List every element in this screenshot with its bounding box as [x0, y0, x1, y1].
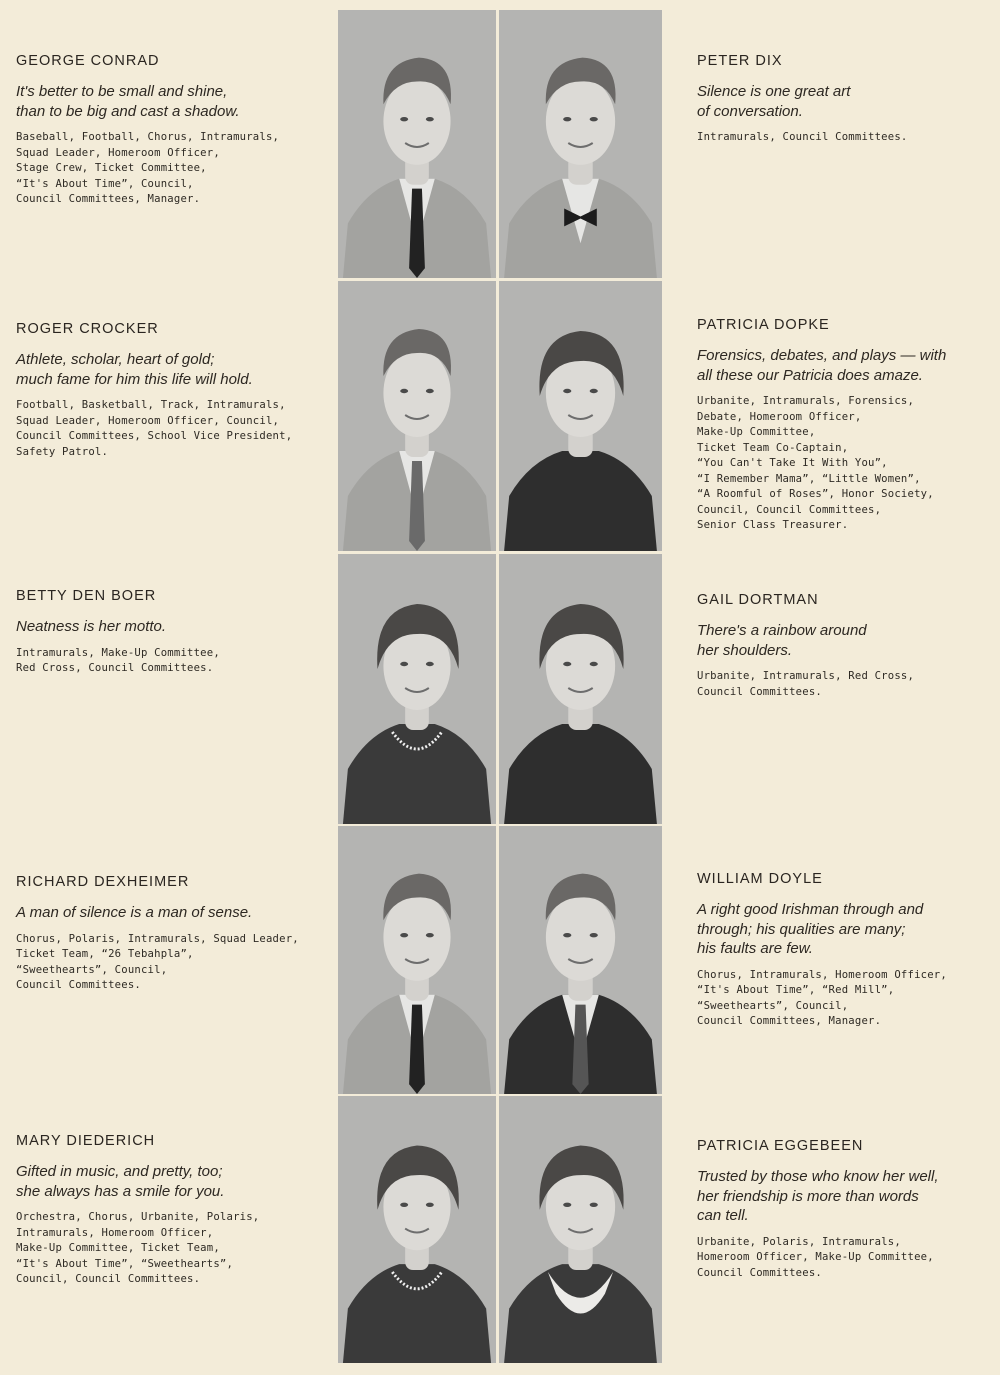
quote-line: Gifted in music, and pretty, too;: [16, 1163, 223, 1180]
activity-line: Council Committees.: [16, 979, 141, 991]
activity-line: “It's About Time”, “Red Mill”,: [697, 984, 895, 996]
activity-line: Debate, Homeroom Officer,: [697, 410, 862, 423]
senior-name: PATRICIA DOPKE: [697, 317, 830, 333]
senior-entry: [697, 592, 997, 700]
activity-line: “It's About Time”, Council,: [16, 177, 194, 190]
senior-quote: [16, 350, 331, 389]
senior-name: RICHARD DEXHEIMER: [16, 874, 190, 890]
activity-line: Council, Council Committees.: [16, 1273, 201, 1285]
senior-activities: [16, 130, 331, 208]
portrait-photo: [338, 10, 496, 278]
senior-entry: [16, 53, 331, 208]
senior-quote: [697, 346, 997, 385]
quote-line: Athlete, scholar, heart of gold;: [16, 351, 215, 368]
quote-line: her shoulders.: [697, 641, 793, 659]
activity-line: Baseball, Football, Chorus, Intramurals,: [16, 131, 280, 143]
portrait-photo: [338, 826, 496, 1094]
activity-line: Council Committees, School Vice President,: [16, 430, 293, 442]
senior-name: ROGER CROCKER: [16, 321, 159, 337]
activity-line: Football, Basketball, Track, Intramurals,: [16, 399, 286, 411]
quote-line: A right good Irishman through and: [697, 901, 924, 918]
portrait-photo: [338, 1096, 496, 1363]
senior-name: WILLIAM DOYLE: [697, 871, 823, 887]
portrait-photo: [499, 10, 662, 278]
activity-line: Ticket Team, “26 Tebahpla”,: [16, 948, 194, 960]
senior-quote: [16, 82, 331, 121]
senior-name: BETTY DEN BOER: [16, 588, 157, 604]
senior-quote: [697, 82, 997, 121]
portrait-photo: [499, 554, 662, 824]
activity-line: Urbanite, Intramurals, Forensics,: [697, 395, 915, 407]
senior-activities: [16, 932, 331, 994]
quote-line: than to be big and cast a shadow.: [16, 102, 240, 120]
activity-line: “You Can't Take It With You”,: [697, 457, 888, 469]
activity-line: Intramurals, Council Committees.: [697, 131, 908, 143]
quote-line: Trusted by those who know her well,: [697, 1168, 939, 1185]
activity-line: Safety Patrol.: [16, 445, 109, 458]
senior-name: PETER DIX: [697, 53, 783, 69]
activity-line: “Sweethearts”, Council,: [697, 999, 849, 1012]
activity-line: “It's About Time”, “Sweethearts”,: [16, 1257, 234, 1270]
senior-activities: [16, 1210, 331, 1288]
activity-line: Squad Leader, Homeroom Officer, Council,: [16, 414, 280, 427]
senior-entry: [697, 871, 997, 1030]
senior-quote: [16, 1162, 331, 1201]
senior-name: GAIL DORTMAN: [697, 592, 819, 608]
quote-line: There's a rainbow around: [697, 622, 867, 639]
senior-quote: [16, 903, 331, 923]
portrait-photo: [338, 281, 496, 551]
quote-line: her friendship is more than words: [697, 1187, 919, 1205]
portrait-photo: [499, 1096, 662, 1363]
activity-line: Chorus, Polaris, Intramurals, Squad Leader,: [16, 932, 299, 945]
activity-line: “A Roomful of Roses”, Honor Society,: [697, 488, 934, 500]
activity-line: Council Committees, Manager.: [697, 1015, 882, 1027]
senior-entry: [16, 321, 331, 460]
quote-line: Neatness is her motto.: [16, 618, 167, 635]
senior-quote: [697, 621, 997, 660]
quote-line: of conversation.: [697, 102, 803, 120]
senior-entry: [16, 874, 331, 994]
senior-entry: [697, 53, 997, 146]
activity-line: Red Cross, Council Committees.: [16, 662, 214, 674]
quote-line: through; his qualities are many;: [697, 920, 906, 938]
activity-line: Homeroom Officer, Make-Up Committee,: [697, 1251, 934, 1263]
activity-line: Council Committees, Manager.: [16, 193, 201, 205]
quote-line: his faults are few.: [697, 940, 813, 957]
activity-line: “Sweethearts”, Council,: [16, 963, 168, 976]
quote-line: can tell.: [697, 1207, 749, 1224]
activity-line: “I Remember Mama”, “Little Women”,: [697, 472, 921, 485]
senior-activities: [697, 968, 997, 1030]
activity-line: Council, Council Committees,: [697, 503, 882, 516]
quote-line: It's better to be small and shine,: [16, 83, 228, 100]
activity-line: Urbanite, Polaris, Intramurals,: [697, 1235, 901, 1248]
activity-line: Chorus, Intramurals, Homeroom Officer,: [697, 968, 947, 981]
senior-quote: [16, 617, 331, 637]
senior-entry: [697, 317, 997, 534]
portrait-photo: [338, 554, 496, 824]
activity-line: Make-Up Committee, Ticket Team,: [16, 1242, 220, 1254]
activity-line: Council Committees.: [697, 1266, 822, 1279]
senior-entry: [16, 1133, 331, 1288]
senior-activities: [697, 394, 997, 534]
quote-line: all these our Patricia does amaze.: [697, 366, 923, 384]
senior-activities: [697, 130, 997, 146]
senior-name: GEORGE CONRAD: [16, 53, 160, 69]
portrait-photo: [499, 826, 662, 1094]
activity-line: Council Committees.: [697, 685, 822, 698]
activity-line: Stage Crew, Ticket Committee,: [16, 162, 207, 174]
activity-line: Ticket Team Co-Captain,: [697, 441, 849, 454]
senior-quote: [697, 1167, 997, 1226]
portrait-photo: [499, 281, 662, 551]
activity-line: Squad Leader, Homeroom Officer,: [16, 146, 220, 159]
quote-line: Silence is one great art: [697, 83, 851, 100]
senior-name: MARY DIEDERICH: [16, 1133, 156, 1149]
senior-entry: [697, 1138, 997, 1281]
senior-activities: [16, 398, 331, 460]
activity-line: Make-Up Committee,: [697, 426, 816, 438]
senior-activities: [697, 669, 997, 700]
activity-line: Intramurals, Make-Up Committee,: [16, 646, 220, 659]
quote-line: Forensics, debates, and plays — with: [697, 347, 947, 364]
quote-line: A man of silence is a man of sense.: [16, 904, 253, 921]
activity-line: Senior Class Treasurer.: [697, 519, 849, 531]
senior-entry: [16, 588, 331, 677]
senior-quote: [697, 900, 997, 959]
senior-name: PATRICIA EGGEBEEN: [697, 1138, 864, 1154]
quote-line: much fame for him this life will hold.: [16, 370, 253, 388]
quote-line: she always has a smile for you.: [16, 1182, 225, 1200]
activity-line: Urbanite, Intramurals, Red Cross,: [697, 670, 915, 682]
senior-activities: [16, 646, 331, 677]
activity-line: Orchestra, Chorus, Urbanite, Polaris,: [16, 1211, 260, 1223]
senior-activities: [697, 1235, 997, 1282]
activity-line: Intramurals, Homeroom Officer,: [16, 1226, 214, 1239]
